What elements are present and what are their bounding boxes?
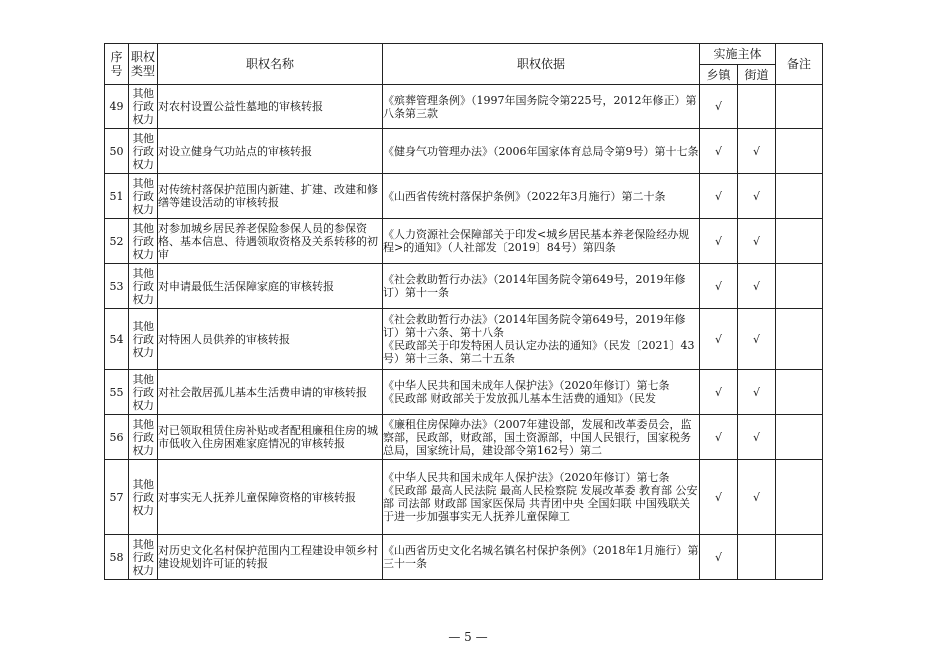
row-index: 55 (109, 385, 124, 399)
row-index: 58 (109, 550, 124, 564)
header-index: 序号 (105, 44, 129, 85)
row-subdistrict-mark: √ (753, 430, 761, 444)
row-authority-name: 对特困人员供养的审核转报 (158, 332, 290, 346)
row-township-mark: √ (714, 385, 722, 399)
row-authority-basis: 《殡葬管理条例》（1997年国务院令第225号，2012年修正）第八条第三款 (383, 93, 697, 120)
row-authority-basis: 《廉租住房保障办法》（2007年建设部，发展和改革委员会，监察部，民政部，财政部，国土资源部，中国人民银行，国家税务总局，国家统计局，建设部令第162号）第二 (383, 417, 692, 457)
row-township-mark: √ (714, 279, 722, 293)
header-remarks: 备注 (776, 44, 823, 85)
row-type: 其他行政权力 (132, 266, 154, 306)
authority-table (104, 43, 823, 580)
row-township-mark: √ (714, 430, 722, 444)
header-name: 职权名称 (158, 44, 383, 85)
row-authority-basis: 《山西省传统村落保护条例》（2022年3月施行）第二十条 (383, 189, 666, 203)
row-authority-name: 对历史文化名村保护范围内工程建设申领乡村建设规划许可证的转报 (158, 544, 378, 570)
row-index: 52 (109, 234, 124, 248)
row-authority-name: 对设立健身气功站点的审核转报 (158, 144, 312, 158)
row-subdistrict-mark: √ (753, 279, 761, 293)
row-authority-basis: 《健身气功管理办法》（2006年国家体育总局令第9号）第十七条 (383, 144, 699, 158)
row-index: 54 (109, 332, 124, 346)
row-authority-basis: 《中华人民共和国未成年人保护法》（2020年修订）第七条 《民政部 最高人民法院 最高人民检察院 发展改革委 教育部 公安部 司法部 财政部 国家医保局 共青团中央 全国妇联 中国残联关于进一步加强事实无人抚养儿童保障工 (383, 471, 698, 523)
row-subdistrict-mark: √ (753, 234, 761, 248)
row-township-mark: √ (714, 100, 722, 113)
table-row (105, 535, 823, 580)
table-row (105, 264, 823, 309)
row-type: 其他行政权力 (132, 372, 154, 412)
row-index: 56 (109, 430, 124, 444)
page-number: — 5 — (448, 630, 488, 644)
row-index: 53 (109, 279, 124, 293)
table-row (105, 460, 823, 535)
row-authority-name: 对农村设置公益性墓地的审核转报 (158, 100, 323, 113)
row-index: 51 (109, 189, 124, 203)
row-authority-basis: 《人力资源社会保障部关于印发<城乡居民基本养老保险经办规程>的通知》（人社部发〔2019〕84号）第四条 (383, 228, 690, 254)
row-subdistrict-mark: √ (753, 385, 761, 399)
row-index: 50 (109, 144, 124, 158)
header-township: 乡镇 (700, 65, 738, 85)
row-authority-basis: 《社会救助暂行办法》（2014年国务院令第649号，2019年修订）第十六条、第十八条 《民政部关于印发特困人员认定办法的通知》（民发〔2021〕43号）第十三条、第二十五条 (383, 313, 695, 365)
row-authority-basis: 《中华人民共和国未成年人保护法》（2020年修订）第七条 《民政部 财政部关于发放孤儿基本生活费的通知》（民发 (383, 379, 670, 405)
row-authority-name: 对参加城乡居民养老保险参保人员的参保资格、基本信息、待遇领取资格及关系转移的初审 (158, 221, 378, 261)
table-row (105, 219, 823, 264)
row-township-mark: √ (714, 234, 722, 248)
row-authority-name: 对社会散居孤儿基本生活费申请的审核转报 (158, 385, 367, 399)
row-type: 其他行政权力 (132, 477, 154, 517)
row-subdistrict-mark: √ (753, 490, 761, 504)
row-subdistrict-mark: √ (753, 144, 761, 158)
row-authority-basis: 《山西省历史文化名城名镇名村保护条例》（2018年1月施行）第三十一条 (383, 544, 699, 570)
row-subdistrict-mark: √ (753, 332, 761, 346)
row-type: 其他行政权力 (132, 417, 154, 457)
row-authority-name: 对传统村落保护范围内新建、扩建、改建和修缮等建设活动的审核转报 (158, 183, 378, 209)
header-subdistrict: 街道 (738, 65, 776, 85)
row-township-mark: √ (714, 550, 722, 564)
table-row (105, 370, 823, 415)
row-township-mark: √ (714, 189, 722, 203)
row-township-mark: √ (714, 490, 722, 504)
table-row (105, 415, 823, 460)
table-row (105, 85, 823, 129)
table-row (105, 174, 823, 219)
row-subdistrict-mark: √ (753, 189, 761, 203)
row-index: 57 (109, 490, 124, 504)
row-type: 其他行政权力 (132, 131, 154, 171)
row-authority-name: 对已领取租赁住房补贴或者配租廉租住房的城市低收入住房困难家庭情况的审核转报 (158, 424, 378, 450)
row-type: 其他行政权力 (132, 537, 154, 577)
row-authority-name: 对事实无人抚养儿童保障资格的审核转报 (158, 490, 356, 504)
header-implementer: 实施主体 (700, 44, 776, 65)
table-row (105, 129, 823, 174)
row-authority-name: 对申请最低生活保障家庭的审核转报 (158, 279, 334, 293)
header-basis: 职权依据 (383, 44, 700, 85)
row-authority-basis: 《社会救助暂行办法》（2014年国务院令第649号，2019年修订）第十一条 (383, 273, 686, 299)
header-type: 职权类型 (129, 44, 158, 85)
table-row (105, 309, 823, 370)
row-type: 其他行政权力 (132, 221, 154, 261)
row-township-mark: √ (714, 332, 722, 346)
row-township-mark: √ (714, 144, 722, 158)
row-type: 其他行政权力 (132, 87, 154, 126)
row-type: 其他行政权力 (132, 176, 154, 216)
row-index: 49 (109, 100, 124, 113)
row-type: 其他行政权力 (132, 319, 154, 359)
